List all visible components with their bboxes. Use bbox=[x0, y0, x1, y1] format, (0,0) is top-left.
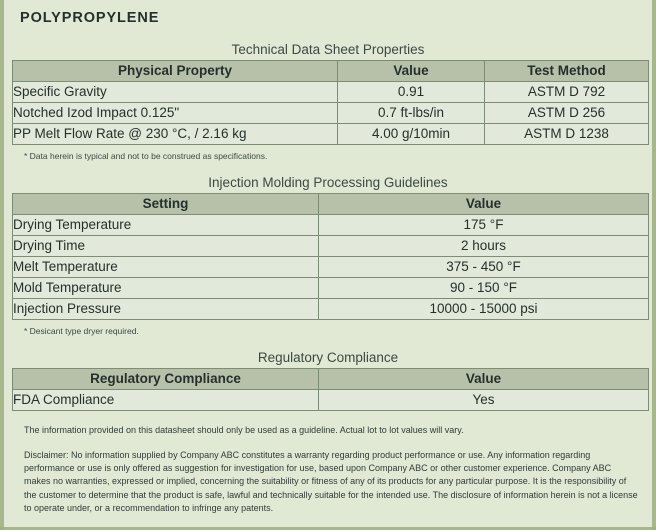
cell-setting: Mold Temperature bbox=[13, 278, 319, 299]
column-header-test-method: Test Method bbox=[485, 61, 649, 82]
column-header-setting: Setting bbox=[13, 194, 319, 215]
footnote-technical: * Data herein is typical and not to be construed as specifications. bbox=[24, 151, 268, 161]
table-injection-molding-processing-guidelines bbox=[12, 193, 649, 320]
cell-value: 10000 - 15000 psi bbox=[319, 299, 649, 320]
cell-setting: Injection Pressure bbox=[13, 299, 319, 320]
column-header-regulatory-compliance: Regulatory Compliance bbox=[13, 369, 319, 390]
table-row bbox=[13, 257, 649, 278]
section-caption-regulatory: Regulatory Compliance bbox=[257, 350, 399, 365]
cell-compliance: FDA Compliance bbox=[13, 390, 319, 411]
cell-setting: Drying Time bbox=[13, 236, 319, 257]
cell-test-method: ASTM D 256 bbox=[485, 103, 649, 124]
cell-value: 90 - 150 °F bbox=[319, 278, 649, 299]
cell-value: 375 - 450 °F bbox=[319, 257, 649, 278]
table-row bbox=[13, 278, 649, 299]
section-caption-technical: Technical Data Sheet Properties bbox=[231, 42, 425, 57]
column-header-value: Value bbox=[338, 61, 485, 82]
cell-value: 0.7 ft-lbs/in bbox=[338, 103, 485, 124]
column-header-value: Value bbox=[319, 194, 649, 215]
cell-property: PP Melt Flow Rate @ 230 °C, / 2.16 kg bbox=[13, 124, 338, 145]
cell-value: 2 hours bbox=[319, 236, 649, 257]
cell-property: Notched Izod Impact 0.125" bbox=[13, 103, 338, 124]
cell-test-method: ASTM D 792 bbox=[485, 82, 649, 103]
column-header-value: Value bbox=[319, 369, 649, 390]
table-row bbox=[13, 236, 649, 257]
cell-setting: Drying Temperature bbox=[13, 215, 319, 236]
table-header-row bbox=[13, 369, 649, 390]
cell-value: 175 °F bbox=[319, 215, 649, 236]
cell-property: Specific Gravity bbox=[13, 82, 338, 103]
table-header-row bbox=[13, 61, 649, 82]
cell-value: Yes bbox=[319, 390, 649, 411]
spacer-mid-1 bbox=[6, 162, 650, 174]
disclaimer-text: Disclaimer: No information supplied by Company ABC constitutes a warranty regarding product performance or use. Any information regarding performance or use is only offered as suggestion for investigation for use, based upon Company ABC or other customer experience. Company ABC makes no warranties, expressed or implied, concerning the suitability or fitness of any of its products for any particular purpose. It is the responsibility of the customer to determine that the product is safe, lawful and technically suitable for the intended use. The disclosure of information herein is not a license to operate under, or a recommendation to infringe any patents. bbox=[24, 450, 638, 513]
table-row bbox=[13, 103, 649, 124]
table-row bbox=[13, 390, 649, 411]
guideline-note: The information provided on this datasheet should only be used as a guideline. Actual lot to lot values will vary. bbox=[24, 425, 464, 435]
section-caption-injection-molding: Injection Molding Processing Guidelines bbox=[208, 175, 448, 190]
page-title: POLYPROPYLENE bbox=[20, 10, 160, 26]
table-technical-data-sheet-properties bbox=[12, 60, 649, 145]
spacer-mid-2 bbox=[6, 337, 650, 349]
cell-value: 4.00 g/10min bbox=[338, 124, 485, 145]
column-header-physical-property: Physical Property bbox=[13, 61, 338, 82]
cell-setting: Melt Temperature bbox=[13, 257, 319, 278]
table-regulatory-compliance bbox=[12, 368, 649, 411]
footnote-injection-molding: * Desicant type dryer required. bbox=[24, 326, 139, 336]
spacer-top bbox=[6, 27, 650, 41]
cell-value: 0.91 bbox=[338, 82, 485, 103]
table-row bbox=[13, 299, 649, 320]
table-header-row bbox=[13, 194, 649, 215]
cell-test-method: ASTM D 1238 bbox=[485, 124, 649, 145]
table-row bbox=[13, 124, 649, 145]
table-row bbox=[13, 215, 649, 236]
table-row bbox=[13, 82, 649, 103]
